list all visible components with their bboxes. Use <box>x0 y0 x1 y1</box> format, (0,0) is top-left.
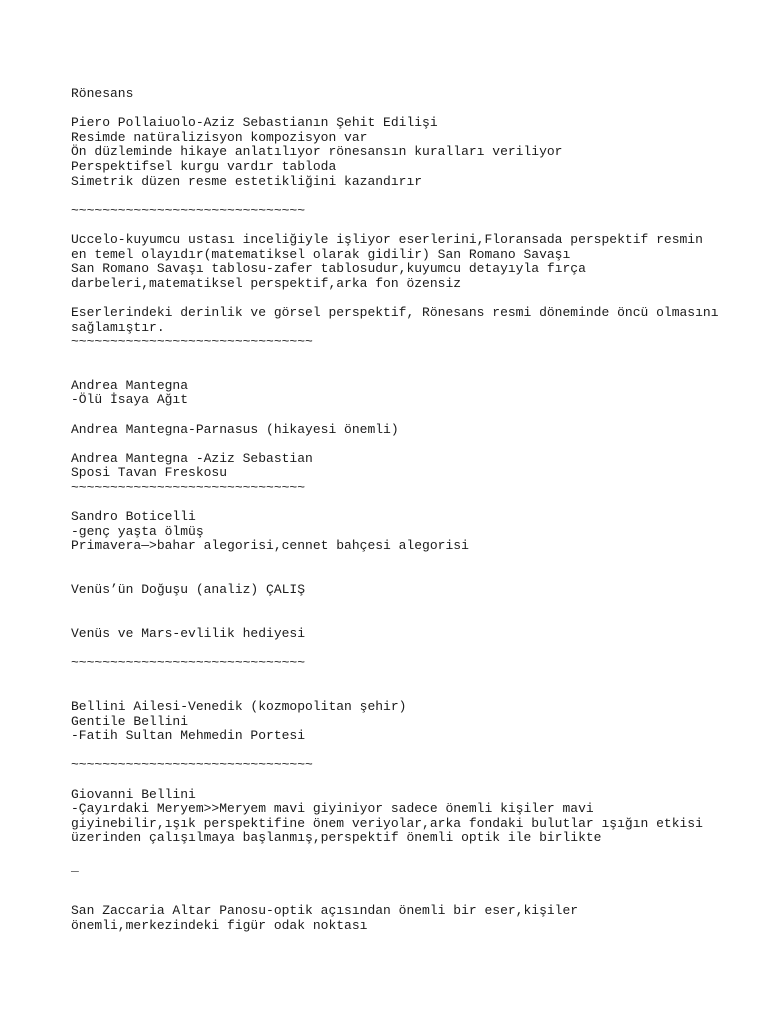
blank-line <box>71 291 751 306</box>
text-line: Gentile Bellini <box>71 713 189 729</box>
blank-line <box>71 189 751 204</box>
heading-ronesans: Rönesans <box>71 86 134 101</box>
text-line: -Çayırdaki Meryem>>Meryem mavi giyiniyor sadece önemli kişiler mavi <box>71 801 594 817</box>
text-line: Venüs ve Mars-evlilik hediyesi <box>71 625 306 641</box>
section-divider: ~~~~~~~~~~~~~~~~~~~~~~~~~~~~~~ <box>71 202 306 218</box>
text-line: Uccelo-kuyumcu ustası inceliğiyle işliyor eserlerini,Floransada perspektif resmin <box>71 231 703 247</box>
blank-line <box>71 437 751 452</box>
text-line: Bellini Ailesi-Venedik (kozmopolitan şehir) <box>71 698 407 714</box>
section-divider: ~~~~~~~~~~~~~~~~~~~~~~~~~~~~~~ <box>71 655 306 671</box>
blank-line <box>71 569 751 584</box>
blank-line <box>71 554 751 569</box>
text-line: Eserlerindeki derinlik ve görsel perspektif, Rönesans resmi döneminde öncü olmasını <box>71 304 719 320</box>
text-line: sağlamıştır. <box>71 319 165 335</box>
blank-line <box>71 598 751 613</box>
blank-line <box>71 364 751 379</box>
text-line: Ön düzleminde hikaye anlatılıyor rönesansın kuralları veriliyor <box>71 144 563 160</box>
blank-line <box>71 642 751 657</box>
blank-line <box>71 890 751 905</box>
text-line: San Zaccaria Altar Panosu-optik açısından önemli bir eser,kişiler <box>71 903 579 919</box>
blank-line <box>71 671 751 686</box>
blank-line <box>71 685 751 700</box>
text-line: darbeleri,matematiksel perspektif,arka fon özensiz <box>71 275 462 291</box>
text-line: en temel olayıdır(matematiksel olarak gidilir) San Romano Savaşı <box>71 246 571 262</box>
blank-line <box>71 612 751 627</box>
text-line: üzerinden çalışılmaya başlanmış,perspektif önemli optik ile birlikte <box>71 830 602 846</box>
blank-line <box>71 875 751 890</box>
section-divider: ~~~~~~~~~~~~~~~~~~~~~~~~~~~~~~~ <box>71 757 313 773</box>
text-line: Simetrik düzen resme estetikliğini kazandırır <box>71 173 423 189</box>
document-page <box>71 87 751 933</box>
text-line: Perspektifsel kurgu vardır tabloda <box>71 158 337 174</box>
text-line: Resimde natüralizisyon kompozisyon var <box>71 129 368 145</box>
blank-line <box>71 846 751 861</box>
text-line: Primavera—>bahar alegorisi,cennet bahçesi alegorisi <box>71 538 469 554</box>
text-line: -genç yaşta ölmüş <box>71 523 204 539</box>
text-line: -Ölü İsaya Ağıt <box>71 392 189 408</box>
section-divider: ~~~~~~~~~~~~~~~~~~~~~~~~~~~~~~ <box>71 480 306 496</box>
blank-line <box>71 408 751 423</box>
text-line: önemli,merkezindeki figür odak noktası <box>71 917 368 933</box>
text-line: Andrea Mantegna-Parnasus (hikayesi önemli) <box>71 421 399 437</box>
blank-line <box>71 773 751 788</box>
text-line: Andrea Mantegna -Aziz Sebastian <box>71 450 313 466</box>
text-line: Sandro Boticelli <box>71 509 196 525</box>
text-line: -Fatih Sultan Mehmedin Portesi <box>71 728 306 744</box>
blank-line <box>71 350 751 365</box>
text-line: giyinebilir,ışık perspektifine önem veriyolar,arka fondaki bulutlar ışığın etkisi <box>71 815 703 831</box>
blank-line <box>71 102 751 117</box>
text-line: Giovanni Bellini <box>71 786 196 802</box>
underscore-mark: _ <box>71 859 79 875</box>
section-divider: ~~~~~~~~~~~~~~~~~~~~~~~~~~~~~~~ <box>71 334 313 350</box>
blank-line <box>71 496 751 511</box>
text-line: Andrea Mantegna <box>71 377 189 393</box>
text-line: Venüs’ün Doğuşu (analiz) ÇALIŞ <box>71 582 306 598</box>
text-line: Sposi Tavan Freskosu <box>71 465 228 481</box>
blank-line <box>71 744 751 759</box>
blank-line <box>71 218 751 233</box>
text-line: Piero Pollaiuolo-Aziz Sebastianın Şehit Edilişi <box>71 115 438 131</box>
text-line: San Romano Savaşı tablosu-zafer tablosudur,kuyumcu detayıyla fırça <box>71 261 586 277</box>
